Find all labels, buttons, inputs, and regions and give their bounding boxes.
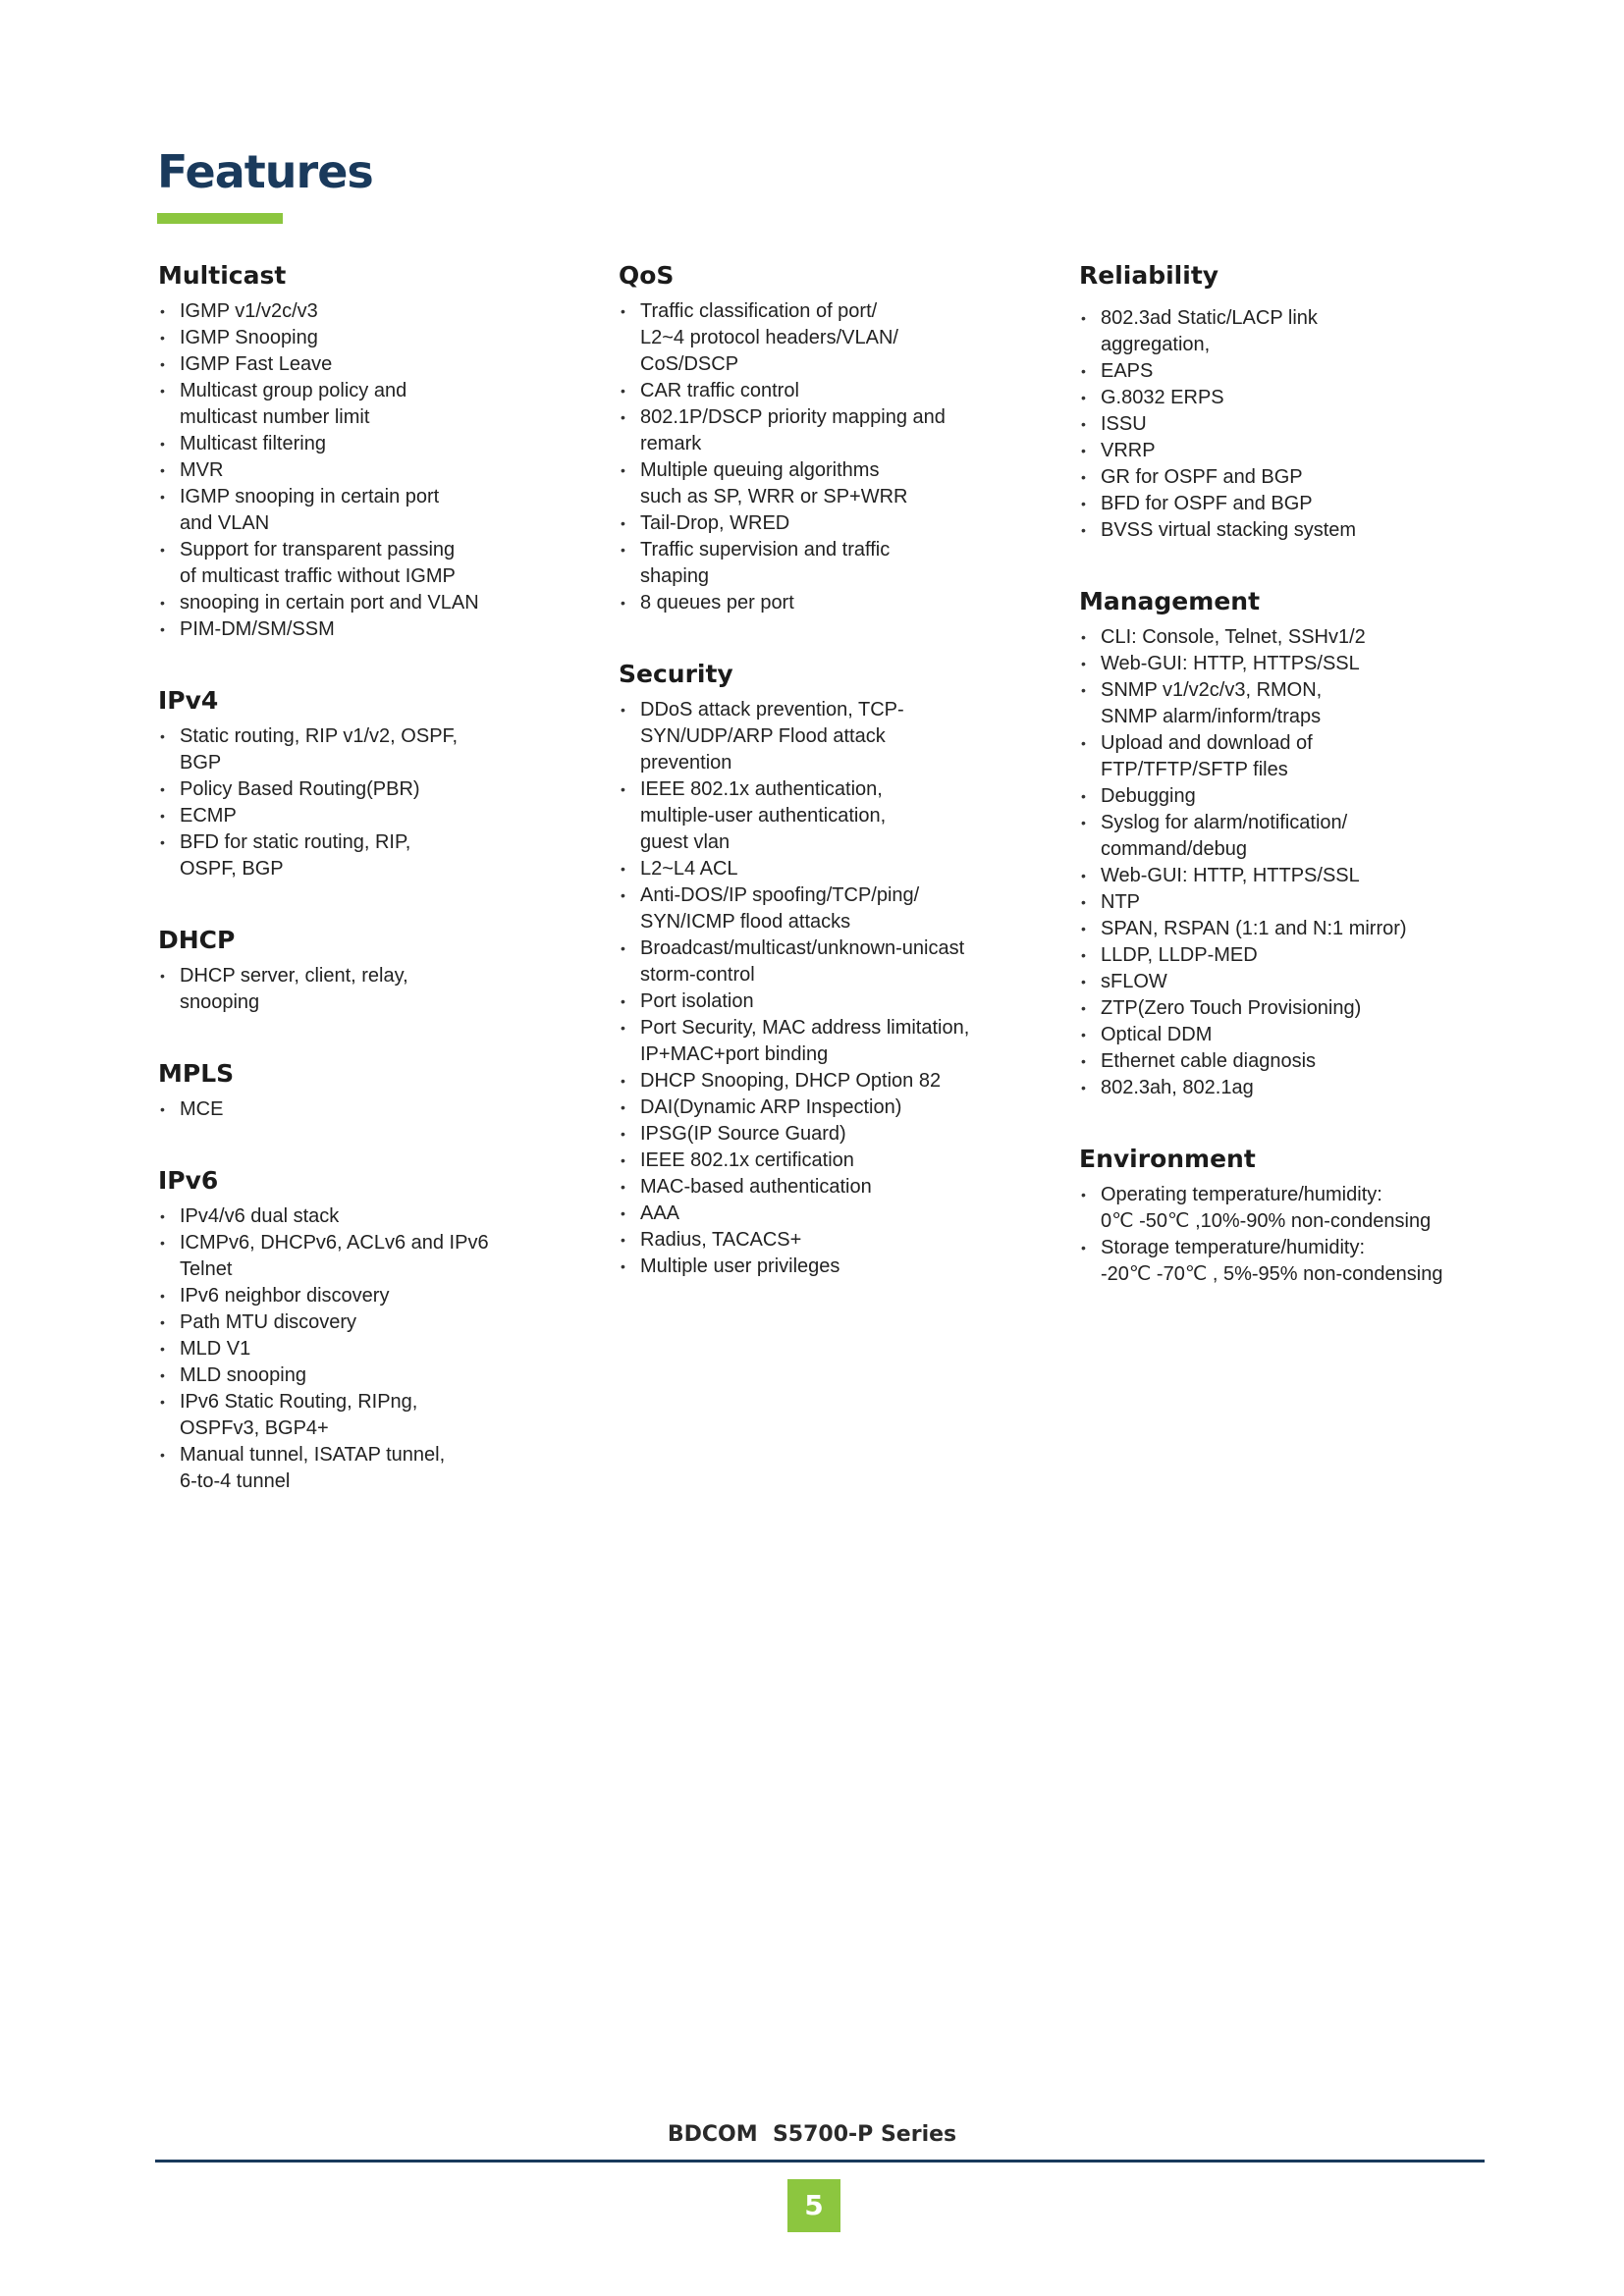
- feature-item: • SPAN, RSPAN (1:1 and N:1 mirror): [1079, 916, 1511, 942]
- feature-item: • Multiple queuing algorithms such as SP, WRR or SP+WRR: [619, 457, 1051, 510]
- section-security: [619, 656, 1051, 1280]
- feature-item: • IEEE 802.1x certification: [619, 1148, 1051, 1174]
- feature-item: • Policy Based Routing(PBR): [158, 776, 570, 803]
- feature-item: • CLI: Console, Telnet, SSHv1/2: [1079, 624, 1511, 651]
- section-title: IPv4: [158, 686, 219, 715]
- feature-item: • IEEE 802.1x authentication, multiple-user authentication, guest vlan: [619, 776, 1051, 856]
- feature-item: • CAR traffic control: [619, 378, 1051, 404]
- feature-item: • Multiple user privileges: [619, 1254, 1051, 1280]
- feature-item: • IPv4/v6 dual stack: [158, 1203, 570, 1230]
- section-title: Multicast: [158, 261, 287, 290]
- feature-item: • DAI(Dynamic ARP Inspection): [619, 1095, 1051, 1121]
- feature-item: • Syslog for alarm/notification/ command/debug: [1079, 810, 1511, 863]
- feature-item: • IGMP v1/v2c/v3: [158, 298, 570, 325]
- feature-item: • 802.1P/DSCP priority mapping and remark: [619, 404, 1051, 457]
- feature-list: [619, 298, 1051, 616]
- feature-item: • EAPS: [1079, 358, 1511, 385]
- feature-item: • MLD snooping: [158, 1362, 570, 1389]
- feature-item: • Debugging: [1079, 783, 1511, 810]
- feature-item: • Multicast group policy and multicast number limit: [158, 378, 570, 431]
- feature-item: • ICMPv6, DHCPv6, ACLv6 and IPv6 Telnet: [158, 1230, 570, 1283]
- feature-item: • SNMP v1/v2c/v3, RMON, SNMP alarm/inform/traps: [1079, 677, 1511, 730]
- feature-item: • MCE: [158, 1096, 570, 1123]
- section-title: DHCP: [158, 926, 236, 954]
- section-title: Environment: [1079, 1145, 1256, 1173]
- feature-item: • Ethernet cable diagnosis: [1079, 1048, 1511, 1075]
- feature-item: • Path MTU discovery: [158, 1309, 570, 1336]
- feature-item: • Manual tunnel, ISATAP tunnel, 6-to-4 tunnel: [158, 1442, 570, 1495]
- feature-item: • ECMP: [158, 803, 570, 829]
- feature-item: • 802.3ah, 802.1ag: [1079, 1075, 1511, 1101]
- feature-item: • IPSG(IP Source Guard): [619, 1121, 1051, 1148]
- section-ipv4: [158, 682, 570, 882]
- section-environment: [1079, 1141, 1511, 1288]
- feature-list: [158, 298, 570, 643]
- feature-item: • G.8032 ERPS: [1079, 385, 1511, 411]
- section-multicast: [158, 257, 570, 643]
- title-underline: [157, 213, 283, 224]
- footer-title: BDCOM S5700-P Series: [667, 2122, 957, 2147]
- feature-list: [1079, 305, 1511, 544]
- feature-item: • Web-GUI: HTTP, HTTPS/SSL: [1079, 863, 1511, 889]
- feature-item: • Multicast filtering: [158, 431, 570, 457]
- feature-item: • BVSS virtual stacking system: [1079, 517, 1511, 544]
- feature-item: • Port isolation: [619, 988, 1051, 1015]
- feature-item: • AAA: [619, 1201, 1051, 1227]
- feature-item: • MAC-based authentication: [619, 1174, 1051, 1201]
- feature-item: • PIM-DM/SM/SSM: [158, 616, 570, 643]
- feature-item: • snooping in certain port and VLAN: [158, 590, 570, 616]
- section-reliability: [1079, 257, 1511, 544]
- feature-list: [158, 1096, 570, 1123]
- feature-item: • Traffic classification of port/ L2~4 protocol headers/VLAN/ CoS/DSCP: [619, 298, 1051, 378]
- section-title: QoS: [619, 261, 675, 290]
- feature-item: • DDoS attack prevention, TCP- SYN/UDP/ARP Flood attack prevention: [619, 697, 1051, 776]
- feature-item: • Web-GUI: HTTP, HTTPS/SSL: [1079, 651, 1511, 677]
- feature-list: [1079, 624, 1511, 1101]
- feature-item: • Static routing, RIP v1/v2, OSPF, BGP: [158, 723, 570, 776]
- feature-item: • Support for transparent passing of multicast traffic without IGMP: [158, 537, 570, 590]
- feature-list: [619, 697, 1051, 1280]
- section-qos: [619, 257, 1051, 616]
- feature-item: • IGMP snooping in certain port and VLAN: [158, 484, 570, 537]
- feature-list: [158, 963, 570, 1016]
- feature-item: • GR for OSPF and BGP: [1079, 464, 1511, 491]
- feature-item: • VRRP: [1079, 438, 1511, 464]
- section-title: Security: [619, 660, 733, 688]
- feature-item: • 8 queues per port: [619, 590, 1051, 616]
- page-title: Features: [157, 145, 373, 198]
- feature-item: • Upload and download of FTP/TFTP/SFTP files: [1079, 730, 1511, 783]
- feature-item: • Anti-DOS/IP spoofing/TCP/ping/ SYN/ICMP flood attacks: [619, 882, 1051, 935]
- feature-item: • ZTP(Zero Touch Provisioning): [1079, 995, 1511, 1022]
- feature-item: • Storage temperature/humidity: -20℃ -70℃ , 5%-95% non-condensing: [1079, 1235, 1511, 1288]
- column-1: [158, 257, 570, 1495]
- feature-item: • DHCP server, client, relay, snooping: [158, 963, 570, 1016]
- feature-item: • Optical DDM: [1079, 1022, 1511, 1048]
- feature-item: • Tail-Drop, WRED: [619, 510, 1051, 537]
- feature-item: • IGMP Fast Leave: [158, 351, 570, 378]
- feature-list: [1079, 1182, 1511, 1288]
- column-2: [619, 257, 1051, 1280]
- feature-item: • ISSU: [1079, 411, 1511, 438]
- feature-item: • MLD V1: [158, 1336, 570, 1362]
- column-3: [1079, 257, 1511, 1288]
- feature-item: • IPv6 Static Routing, RIPng, OSPFv3, BGP4+: [158, 1389, 570, 1442]
- feature-item: • 802.3ad Static/LACP link aggregation,: [1079, 305, 1511, 358]
- section-title: MPLS: [158, 1059, 235, 1088]
- feature-item: • NTP: [1079, 889, 1511, 916]
- footer-rule: [155, 2160, 1485, 2163]
- feature-list: [158, 1203, 570, 1495]
- feature-item: • LLDP, LLDP-MED: [1079, 942, 1511, 969]
- feature-item: • DHCP Snooping, DHCP Option 82: [619, 1068, 1051, 1095]
- feature-item: • Broadcast/multicast/unknown-unicast storm-control: [619, 935, 1051, 988]
- feature-item: • L2~L4 ACL: [619, 856, 1051, 882]
- feature-item: • IPv6 neighbor discovery: [158, 1283, 570, 1309]
- feature-item: • BFD for static routing, RIP, OSPF, BGP: [158, 829, 570, 882]
- section-mpls: [158, 1055, 570, 1123]
- feature-item: • Port Security, MAC address limitation, IP+MAC+port binding: [619, 1015, 1051, 1068]
- feature-item: • BFD for OSPF and BGP: [1079, 491, 1511, 517]
- feature-item: • MVR: [158, 457, 570, 484]
- feature-item: • IGMP Snooping: [158, 325, 570, 351]
- feature-item: • Operating temperature/humidity: 0℃ -50℃ ,10%-90% non-condensing: [1079, 1182, 1511, 1235]
- section-ipv6: [158, 1162, 570, 1495]
- feature-list: [158, 723, 570, 882]
- feature-item: • Traffic supervision and traffic shaping: [619, 537, 1051, 590]
- page-number-badge: 5: [787, 2179, 840, 2232]
- feature-item: • sFLOW: [1079, 969, 1511, 995]
- section-title: Reliability: [1079, 261, 1219, 290]
- section-title: Management: [1079, 587, 1261, 615]
- section-title: IPv6: [158, 1166, 219, 1195]
- section-dhcp: [158, 922, 570, 1016]
- section-management: [1079, 583, 1511, 1101]
- feature-item: • Radius, TACACS+: [619, 1227, 1051, 1254]
